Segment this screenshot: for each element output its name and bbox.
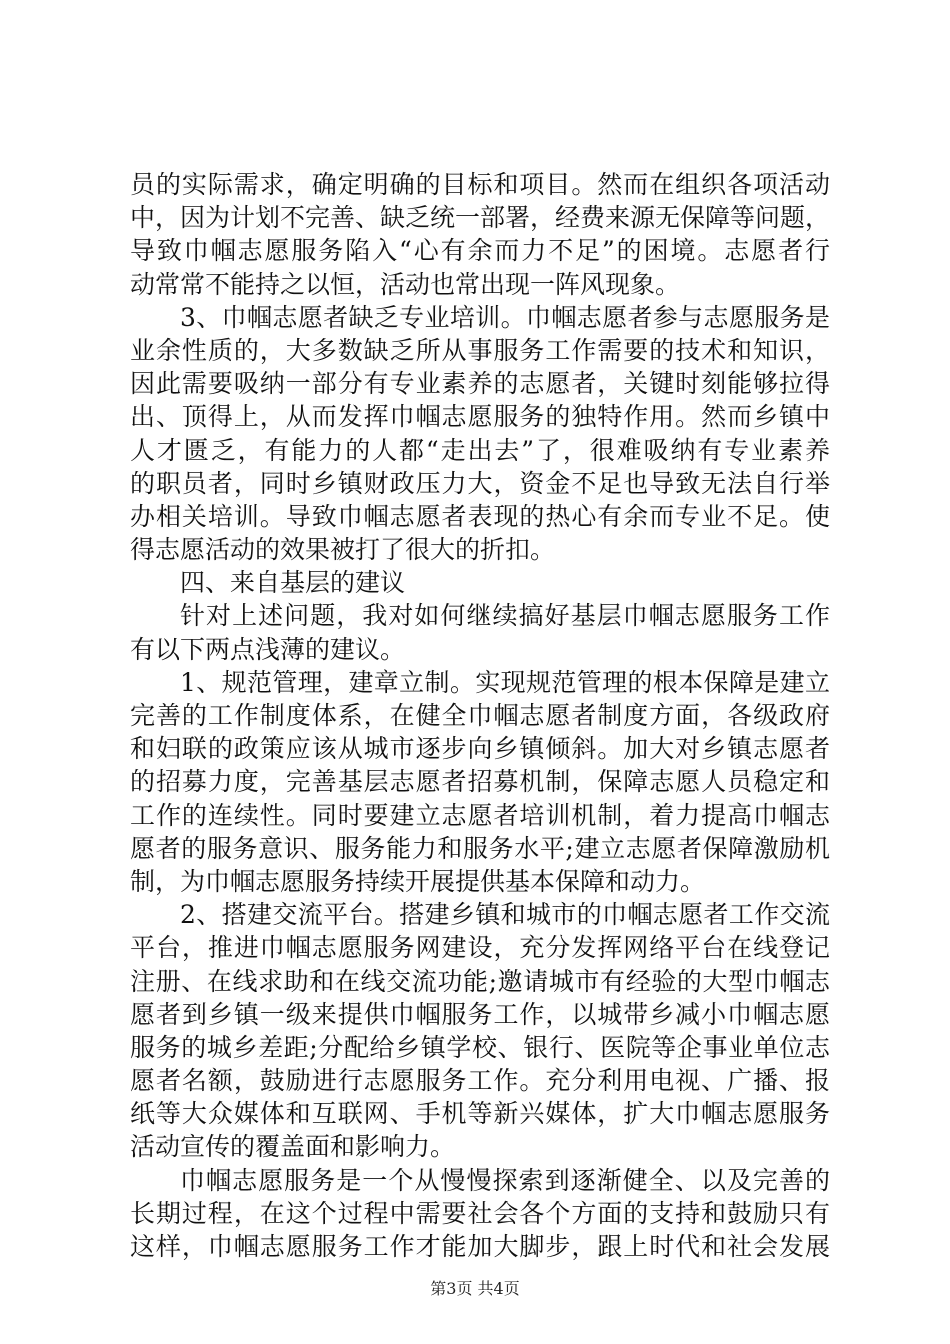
text-line: 业余性质的，大多数缺乏所从事服务工作需要的技术和知识， (130, 335, 830, 365)
text-line: 2、搭建交流平台。搭建乡镇和城市的巾帼志愿者工作交流 (180, 900, 830, 930)
document-body (130, 168, 830, 1263)
text-line: 办相关培训。导致巾帼志愿者表现的热心有余而专业不足。使 (130, 501, 830, 531)
text-line: 1、规范管理，建章立制。实现规范管理的根本保障是建立 (180, 667, 830, 697)
text-line: 针对上述问题，我对如何继续搞好基层巾帼志愿服务工作 (180, 601, 830, 631)
text-line: 人才匮乏，有能力的人都“走出去”了，很难吸纳有专业素养 (130, 435, 830, 465)
text-line: 得志愿活动的效果被打了很大的折扣。 (130, 535, 556, 565)
text-line: 有以下两点浅薄的建议。 (130, 634, 406, 664)
text-line: 制，为巾帼志愿服务持续开展提供基本保障和动力。 (130, 866, 706, 896)
text-line: 四、来自基层的建议 (180, 568, 406, 598)
text-line: 3、巾帼志愿者缺乏专业培训。巾帼志愿者参与志愿服务是 (180, 302, 830, 332)
text-line: 这样，巾帼志愿服务工作才能加大脚步，跟上时代和社会发展 (130, 1232, 830, 1261)
text-line: 的招募力度，完善基层志愿者招募机制，保障志愿人员稳定和 (130, 767, 830, 797)
text-line: 活动宣传的覆盖面和影响力。 (130, 1132, 456, 1162)
text-line: 导致巾帼志愿服务陷入“心有余而力不足”的困境。志愿者行 (130, 236, 830, 266)
page-footer: 第3页 共4页 (430, 1279, 520, 1298)
text-line: 愿者到乡镇一级来提供巾帼服务工作，以城带乡减小巾帼志愿 (130, 999, 830, 1029)
text-line: 平台，推进巾帼志愿服务网建设，充分发挥网络平台在线登记 (130, 933, 830, 963)
text-line: 纸等大众媒体和互联网、手机等新兴媒体，扩大巾帼志愿服务 (130, 1099, 830, 1129)
text-line: 巾帼志愿服务是一个从慢慢探索到逐渐健全、以及完善的 (180, 1165, 830, 1195)
text-line: 员的实际需求，确定明确的目标和项目。然而在组织各项活动 (130, 170, 830, 199)
text-line: 愿者的服务意识、服务能力和服务水平;建立志愿者保障激励机 (130, 833, 830, 863)
text-line: 的职员者，同时乡镇财政压力大，资金不足也导致无法自行举 (130, 468, 830, 498)
text-line: 服务的城乡差距;分配给乡镇学校、银行、医院等企事业单位志 (130, 1032, 830, 1062)
text-line: 出、顶得上，从而发挥巾帼志愿服务的独特作用。然而乡镇中 (130, 402, 830, 432)
text-line: 和妇联的政策应该从城市逐步向乡镇倾斜。加大对乡镇志愿者 (130, 734, 830, 764)
text-line: 长期过程，在这个过程中需要社会各个方面的支持和鼓励只有 (130, 1198, 830, 1228)
text-line: 中，因为计划不完善、缺乏统一部署，经费来源无保障等问题， (130, 203, 830, 233)
text-line: 愿者名额，鼓励进行志愿服务工作。充分利用电视、广播、报 (130, 1066, 830, 1096)
text-line: 动常常不能持之以恒，活动也常出现一阵风现象。 (130, 269, 681, 299)
text-line: 工作的连续性。同时要建立志愿者培训机制，着力提高巾帼志 (130, 800, 830, 830)
text-line: 因此需要吸纳一部分有专业素养的志愿者，关键时刻能够拉得 (130, 369, 830, 399)
text-line: 注册、在线求助和在线交流功能;邀请城市有经验的大型巾帼志 (130, 966, 830, 996)
text-line: 完善的工作制度体系，在健全巾帼志愿者制度方面，各级政府 (130, 701, 830, 730)
